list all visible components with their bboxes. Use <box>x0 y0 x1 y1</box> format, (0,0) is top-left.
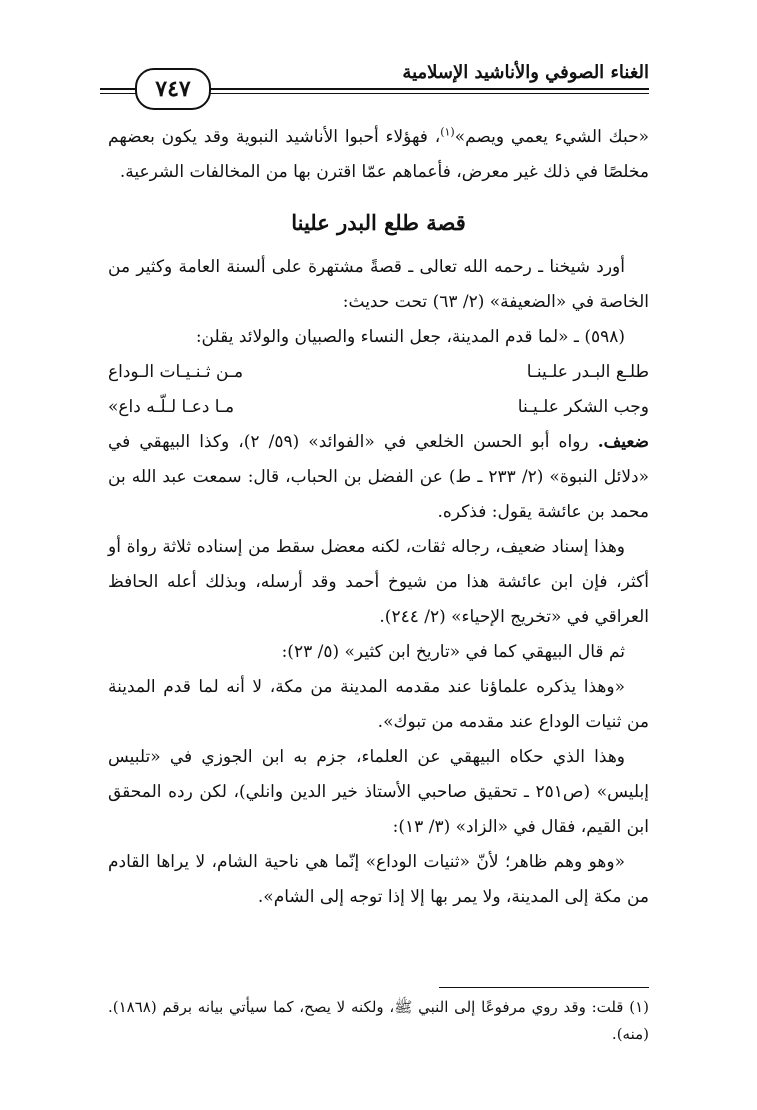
paragraph: (٥٩٨) ـ «لما قدم المدينة، جعل النساء والصبيان والولائد يقلن: <box>195 327 625 347</box>
footnote: (١) قلت: وقد روي مرفوعًا إلى النبي ﷺ، ولكنه لا يصح، كما سيأتي بيانه برقم (١٨٦٨). (منه). <box>108 998 649 1043</box>
paragraph: ثم قال البيهقي كما في «تاريخ ابن كثير» (٥/ ٢٣): <box>281 642 625 662</box>
footnote-rule <box>439 987 649 988</box>
paragraph-text: رواه أبو الحسن الخلعي في «الفوائد» (٥٩/ ٢)، وكذا البيهقي في «دلائل النبوة» (٢/ ٢٣٣ ـ ط) عن الفضل بن الحباب، قال: سمعت عبد الله بن محمد بن عائشة يقول: فذكره. <box>108 432 650 522</box>
grading-label: ضعيف. <box>597 432 649 452</box>
paragraph <box>108 120 649 190</box>
quote-text: «حبك الشيء يعمي ويصم» <box>454 127 649 147</box>
paragraph: «وهذا يذكره علماؤنا عند مقدمه المدينة من مكة، لا أنه لما قدم المدينة من ثنيات الوداع عند مقدمه من تبوك». <box>108 677 649 732</box>
verse-hemistich: مـن ثـنـيـات الـوداع <box>108 362 244 382</box>
paragraph: «وهو وهم ظاهر؛ لأنّ «ثنيات الوداع» إنّما هي ناحية الشام، لا يراها القادم من مكة إلى المدينة، ولا يمر بها إلا إذا توجه إلى الشام». <box>108 852 649 907</box>
verse-hemistich: طلـع البـدر علـينـا <box>526 362 649 382</box>
paragraph: وهذا الذي حكاه البيهقي عن العلماء، جزم به ابن الجوزي في «تلبيس إبليس» (ص٢٥١ ـ تحقيق صاحبي الأستاذ خير الدين وانلي)، لكن رده المحقق ابن القيم، فقال في «الزاد» (٣/ ١٣): <box>108 747 649 837</box>
verse-hemistich: مـا دعـا لـلّـه داع» <box>108 397 235 417</box>
paragraph: وهذا إسناد ضعيف، رجاله ثقات، لكنه معضل سقط من إسناده ثلاثة رواة أو أكثر، فإن ابن عائشة هذا من شيوخ أحمد وقد أرسله، وبذلك أعله الحافظ العراقي في «تخريج الإحياء» (٢/ ٢٤٤). <box>108 537 649 627</box>
paragraph <box>108 425 649 530</box>
page-number: ٧٤٧ <box>135 68 211 110</box>
main-text <box>108 120 649 915</box>
verse-line <box>108 390 649 425</box>
paragraph-text: ، فهؤلاء أحبوا الأناشيد النبوية وقد يكون بعضهم مخلصًا في ذلك غير معرض، فأعماهم عمّا اقترن بها من المخالفات الشرعية. <box>108 127 649 182</box>
verse-hemistich: وجب الشكر علـيـنا <box>517 397 649 417</box>
running-title: الغناء الصوفي والأناشيد الإسلامية <box>402 62 649 83</box>
verse-line <box>108 355 649 390</box>
section-heading: قصة طلع البدر علينا <box>291 210 466 235</box>
paragraph: أورد شيخنا ـ رحمه الله تعالى ـ قصةً مشتهرة على ألسنة العامة وكثير من الخاصة في «الضعيفة» (٢/ ٦٣) تحت حديث: <box>108 257 649 312</box>
footnote-marker: (١) <box>440 125 455 139</box>
